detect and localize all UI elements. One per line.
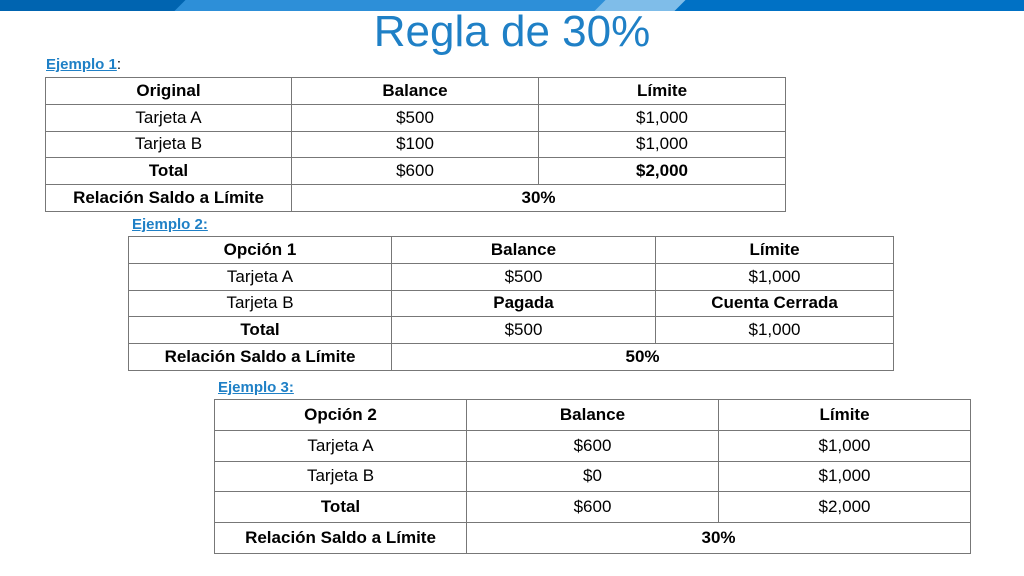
- ratio-value: 30%: [292, 185, 786, 212]
- table-row: [129, 263, 894, 290]
- table-header-row: [129, 237, 894, 264]
- table-row: [215, 430, 971, 461]
- table-cell: Tarjeta B: [215, 461, 467, 492]
- table-cell: $1,000: [719, 430, 971, 461]
- table-cell: $0: [467, 461, 719, 492]
- ratio-value: 50%: [392, 344, 894, 371]
- header-cell: Límite: [656, 237, 894, 264]
- example-2-label: Ejemplo 2:: [132, 216, 208, 233]
- example-3-table: [214, 399, 971, 554]
- header-cell: Opción 2: [215, 400, 467, 431]
- table-row: [46, 104, 786, 131]
- header-cell: Balance: [467, 400, 719, 431]
- example-2-table: [128, 236, 894, 371]
- table-header-row: [215, 400, 971, 431]
- table-cell: $1,000: [656, 317, 894, 344]
- table-cell: Pagada: [392, 290, 656, 317]
- table-cell: Cuenta Cerrada: [656, 290, 894, 317]
- table-cell: Total: [46, 158, 292, 185]
- table-row: [46, 131, 786, 158]
- table-cell: Total: [129, 317, 392, 344]
- table-cell: $500: [292, 104, 539, 131]
- table-cell: Tarjeta B: [46, 131, 292, 158]
- table-cell: Tarjeta A: [215, 430, 467, 461]
- table-cell: Tarjeta A: [46, 104, 292, 131]
- table-cell: $2,000: [539, 158, 786, 185]
- ratio-label: Relación Saldo a Límite: [46, 185, 292, 212]
- example-1-label-colon: :: [116, 56, 122, 73]
- example-3-label: Ejemplo 3:: [218, 379, 294, 396]
- example-1-table: [45, 77, 786, 212]
- table-header-row: [46, 78, 786, 105]
- table-cell: Tarjeta B: [129, 290, 392, 317]
- table-cell: $600: [292, 158, 539, 185]
- table-total-row: [129, 317, 894, 344]
- table-cell: $1,000: [719, 461, 971, 492]
- table-cell: $100: [292, 131, 539, 158]
- header-cell: Balance: [292, 78, 539, 105]
- slide-title: Regla de 30%: [373, 7, 651, 56]
- header-cell: Opción 1: [129, 237, 392, 264]
- table-cell: $1,000: [539, 131, 786, 158]
- table-row: [215, 461, 971, 492]
- table-cell: $600: [467, 492, 719, 523]
- ratio-value: 30%: [467, 523, 971, 554]
- table-cell: Total: [215, 492, 467, 523]
- table-total-row: [215, 492, 971, 523]
- table-row: [129, 290, 894, 317]
- table-total-row: [46, 158, 786, 185]
- example-1-label: [46, 56, 121, 74]
- table-cell: $500: [392, 263, 656, 290]
- ratio-label: Relación Saldo a Límite: [129, 344, 392, 371]
- ratio-row: [129, 344, 894, 371]
- ratio-row: [215, 523, 971, 554]
- table-cell: $500: [392, 317, 656, 344]
- header-cell: Límite: [539, 78, 786, 105]
- header-cell: Original: [46, 78, 292, 105]
- table-cell: Tarjeta A: [129, 263, 392, 290]
- table-cell: $600: [467, 430, 719, 461]
- ratio-label: Relación Saldo a Límite: [215, 523, 467, 554]
- ratio-row: [46, 185, 786, 212]
- header-cell: Límite: [719, 400, 971, 431]
- header-cell: Balance: [392, 237, 656, 264]
- example-1-label-text: Ejemplo 1: [46, 56, 117, 73]
- table-cell: $1,000: [539, 104, 786, 131]
- table-cell: $2,000: [719, 492, 971, 523]
- table-cell: $1,000: [656, 263, 894, 290]
